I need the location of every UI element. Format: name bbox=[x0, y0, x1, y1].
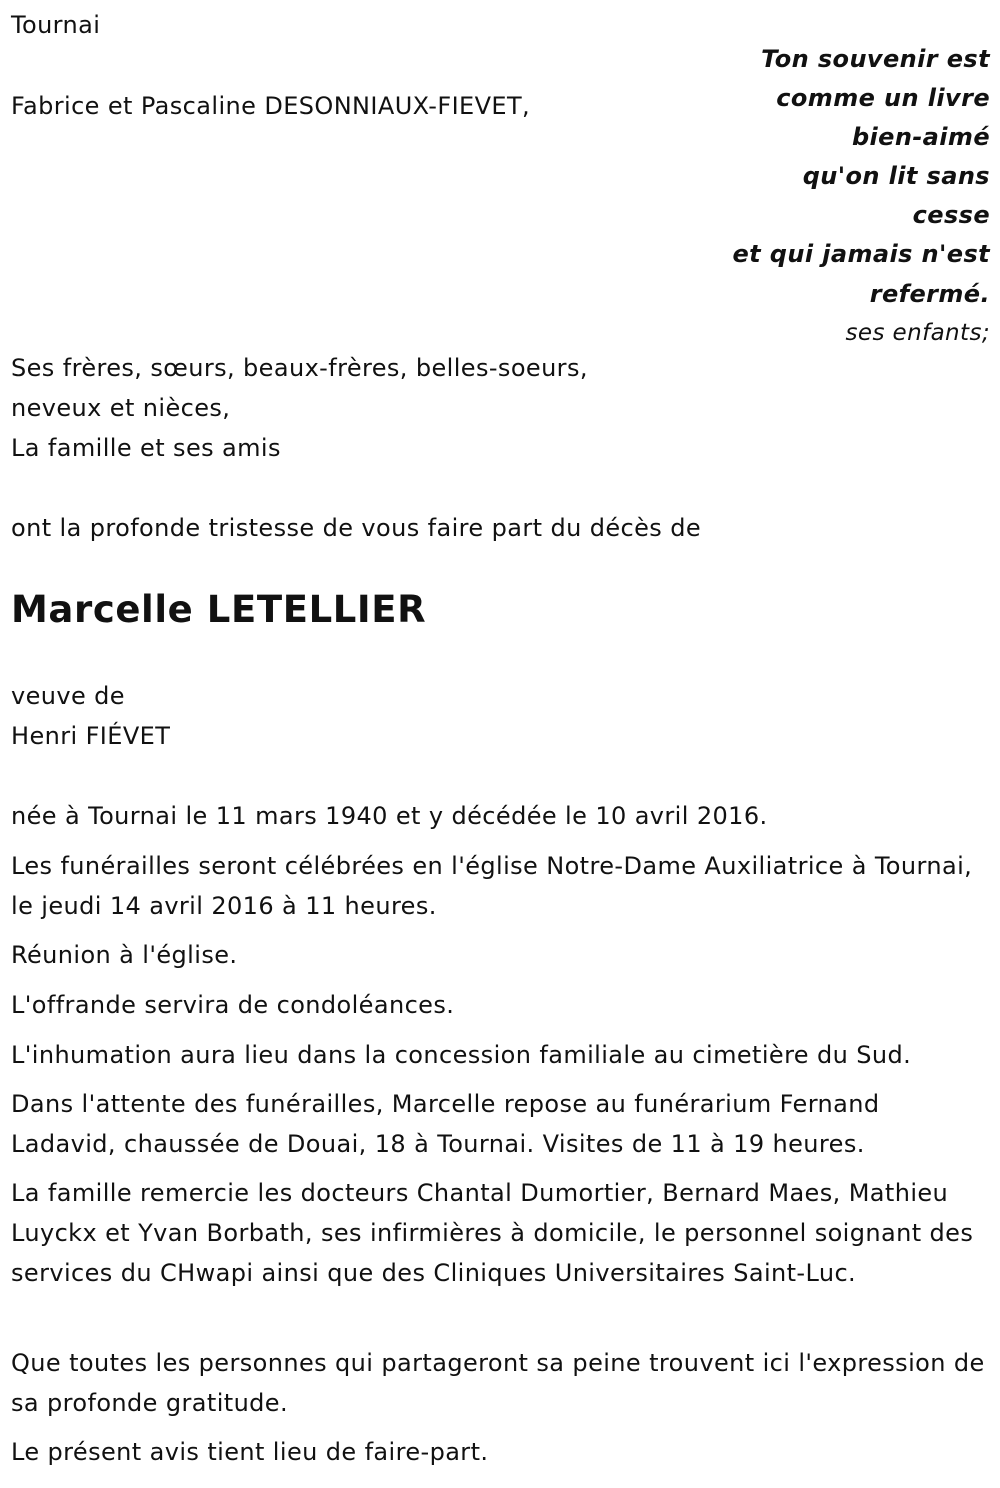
deceased-name: Marcelle LETELLIER bbox=[11, 588, 427, 631]
poem-line: bien-aimé bbox=[851, 123, 990, 152]
city-heading: Tournai bbox=[11, 11, 101, 39]
gratitude-paragraph: Que toutes les personnes qui partageront sa peine trouvent ici l'expression de sa profonde gratitude. bbox=[11, 1349, 985, 1417]
poem-block bbox=[732, 40, 990, 353]
notice-footer: Le présent avis tient lieu de faire-part. bbox=[11, 1438, 489, 1466]
thanks-paragraph: La famille remercie les docteurs Chantal Dumortier, Bernard Maes, Mathieu Luyckx et Yvan Borbath, ses infirmières à domicile, le personnel soignant des services du CHwapi ainsi que des Cliniques Universitaires Saint-Luc. bbox=[11, 1179, 974, 1287]
poem-line: et qui jamais n'est bbox=[732, 240, 990, 269]
family-line-3: La famille et ses amis bbox=[11, 434, 281, 462]
burial-details: L'inhumation aura lieu dans la concession familiale au cimetière du Sud. bbox=[11, 1041, 912, 1069]
meeting-place: Réunion à l'église. bbox=[11, 941, 238, 969]
poem-line: qu'on lit sans bbox=[802, 162, 990, 191]
children-names: Fabrice et Pascaline DESONNIAUX-FIEVET, bbox=[11, 92, 531, 120]
poem-line: comme un livre bbox=[776, 84, 990, 113]
poem-signature: ses enfants; bbox=[845, 319, 990, 346]
family-line-1: Ses frères, sœurs, beaux-frères, belles-soeurs, bbox=[11, 354, 588, 382]
repose-details: Dans l'attente des funérailles, Marcelle repose au funérarium Fernand Ladavid, chaussée de Douai, 18 à Tournai. Visites de 11 à 19 heures. bbox=[11, 1090, 880, 1158]
spouse-name: Henri FIÉVET bbox=[11, 722, 171, 750]
poem-line: refermé. bbox=[869, 279, 990, 308]
poem-line: cesse bbox=[912, 201, 990, 230]
funeral-details: Les funérailles seront célébrées en l'église Notre-Dame Auxiliatrice à Tournai, le jeudi 14 avril 2016 à 11 heures. bbox=[11, 852, 973, 920]
widow-of-label: veuve de bbox=[11, 682, 125, 710]
birth-death-details: née à Tournai le 11 mars 1940 et y décédée le 10 avril 2016. bbox=[11, 802, 768, 830]
announcement-text: ont la profonde tristesse de vous faire part du décès de bbox=[11, 514, 702, 542]
family-line-2: neveux et nièces, bbox=[11, 394, 231, 422]
poem-line: Ton souvenir est bbox=[761, 45, 990, 73]
offering-note: L'offrande servira de condoléances. bbox=[11, 991, 455, 1019]
